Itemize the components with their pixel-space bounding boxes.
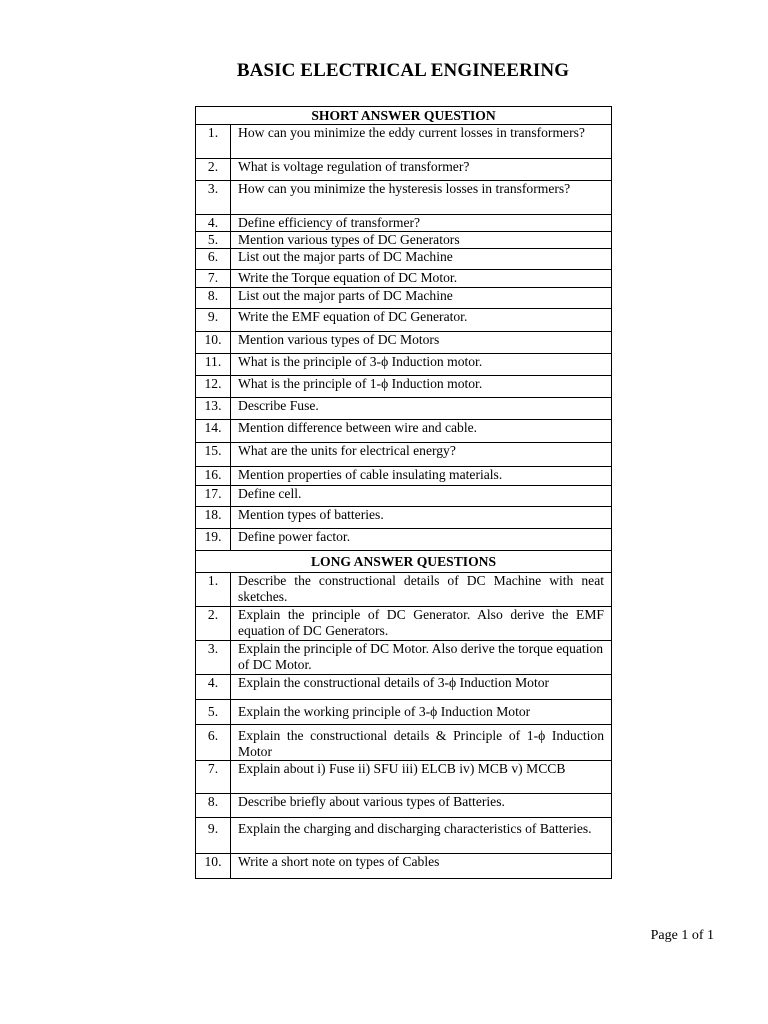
question-text: How can you minimize the eddy current losses in transformers?: [231, 125, 612, 159]
question-number: 8.: [196, 288, 231, 309]
short-answer-heading: SHORT ANSWER QUESTION: [196, 107, 612, 125]
question-text: Mention difference between wire and cable.: [231, 420, 612, 443]
table-row: [196, 332, 612, 354]
question-text: Write the Torque equation of DC Motor.: [231, 270, 612, 288]
question-number: 5.: [196, 232, 231, 249]
question-number: 13.: [196, 398, 231, 420]
question-number: 1.: [196, 125, 231, 159]
question-table: [195, 106, 612, 879]
question-text: What is voltage regulation of transformer?: [231, 159, 612, 181]
table-row: [196, 249, 612, 270]
question-text: Write a short note on types of Cables: [231, 854, 612, 879]
question-text: Define cell.: [231, 486, 612, 507]
question-text: Mention properties of cable insulating materials.: [231, 467, 612, 486]
question-text: Explain the principle of DC Generator. Also derive the EMF equation of DC Generators.: [231, 607, 612, 641]
page-number: Page 1 of 1: [650, 928, 714, 943]
question-text: Describe Fuse.: [231, 398, 612, 420]
question-number: 3.: [196, 641, 231, 675]
question-text: Define power factor.: [231, 529, 612, 551]
question-number: 7.: [196, 761, 231, 794]
question-number: 4.: [196, 215, 231, 232]
table-row: [196, 232, 612, 249]
question-text: List out the major parts of DC Machine: [231, 249, 612, 270]
long-answer-heading: LONG ANSWER QUESTIONS: [196, 551, 612, 573]
question-text: Describe briefly about various types of Batteries.: [231, 794, 612, 818]
table-row: [196, 270, 612, 288]
table-row: [196, 641, 612, 675]
table-row: [196, 507, 612, 529]
table-row: [196, 467, 612, 486]
question-number: 2.: [196, 607, 231, 641]
table-row: [196, 398, 612, 420]
table-row: [196, 125, 612, 159]
table-row: [196, 725, 612, 761]
question-number: 10.: [196, 854, 231, 879]
question-number: 16.: [196, 467, 231, 486]
table-row: [196, 309, 612, 332]
table-row: [196, 854, 612, 879]
question-text: Explain the charging and discharging characteristics of Batteries.: [231, 818, 612, 854]
question-number: 19.: [196, 529, 231, 551]
table-row: [196, 700, 612, 725]
question-text: Define efficiency of transformer?: [231, 215, 612, 232]
table-row: [196, 675, 612, 700]
question-number: 9.: [196, 818, 231, 854]
question-number: 5.: [196, 700, 231, 725]
table-row: [196, 181, 612, 215]
question-text: What is the principle of 3-ϕ Induction motor.: [231, 354, 612, 376]
question-text: Mention various types of DC Motors: [231, 332, 612, 354]
table-row: [196, 420, 612, 443]
question-text: Explain about i) Fuse ii) SFU iii) ELCB iv) MCB v) MCCB: [231, 761, 612, 794]
table-row: [196, 573, 612, 607]
question-number: 9.: [196, 309, 231, 332]
question-text: Explain the constructional details & Principle of 1-ϕ Induction Motor: [231, 725, 612, 761]
question-text: How can you minimize the hysteresis losses in transformers?: [231, 181, 612, 215]
question-text: Explain the principle of DC Motor. Also derive the torque equation of DC Motor.: [231, 641, 612, 675]
question-number: 6.: [196, 725, 231, 761]
question-text: Describe the constructional details of DC Machine with neat sketches.: [231, 573, 612, 607]
question-number: 18.: [196, 507, 231, 529]
table-row: [196, 607, 612, 641]
section-header-row: [196, 551, 612, 573]
table-row: [196, 794, 612, 818]
question-number: 12.: [196, 376, 231, 398]
question-text: Explain the constructional details of 3-ϕ Induction Motor: [231, 675, 612, 700]
question-text: Explain the working principle of 3-ϕ Induction Motor: [231, 700, 612, 725]
question-text: Write the EMF equation of DC Generator.: [231, 309, 612, 332]
question-number: 11.: [196, 354, 231, 376]
section-header-row: [196, 107, 612, 125]
table-row: [196, 288, 612, 309]
question-number: 1.: [196, 573, 231, 607]
question-text: Mention types of batteries.: [231, 507, 612, 529]
table-row: [196, 376, 612, 398]
question-number: 8.: [196, 794, 231, 818]
table-row: [196, 818, 612, 854]
question-number: 3.: [196, 181, 231, 215]
question-number: 15.: [196, 443, 231, 467]
question-number: 7.: [196, 270, 231, 288]
question-text: What is the principle of 1-ϕ Induction motor.: [231, 376, 612, 398]
question-number: 2.: [196, 159, 231, 181]
question-number: 4.: [196, 675, 231, 700]
question-number: 6.: [196, 249, 231, 270]
table-row: [196, 215, 612, 232]
table-row: [196, 529, 612, 551]
table-row: [196, 159, 612, 181]
table-row: [196, 443, 612, 467]
question-number: 10.: [196, 332, 231, 354]
document-title: BASIC ELECTRICAL ENGINEERING: [236, 60, 570, 81]
question-text: List out the major parts of DC Machine: [231, 288, 612, 309]
table-row: [196, 486, 612, 507]
question-number: 17.: [196, 486, 231, 507]
question-number: 14.: [196, 420, 231, 443]
question-text: Mention various types of DC Generators: [231, 232, 612, 249]
table-row: [196, 761, 612, 794]
question-text: What are the units for electrical energy?: [231, 443, 612, 467]
table-row: [196, 354, 612, 376]
